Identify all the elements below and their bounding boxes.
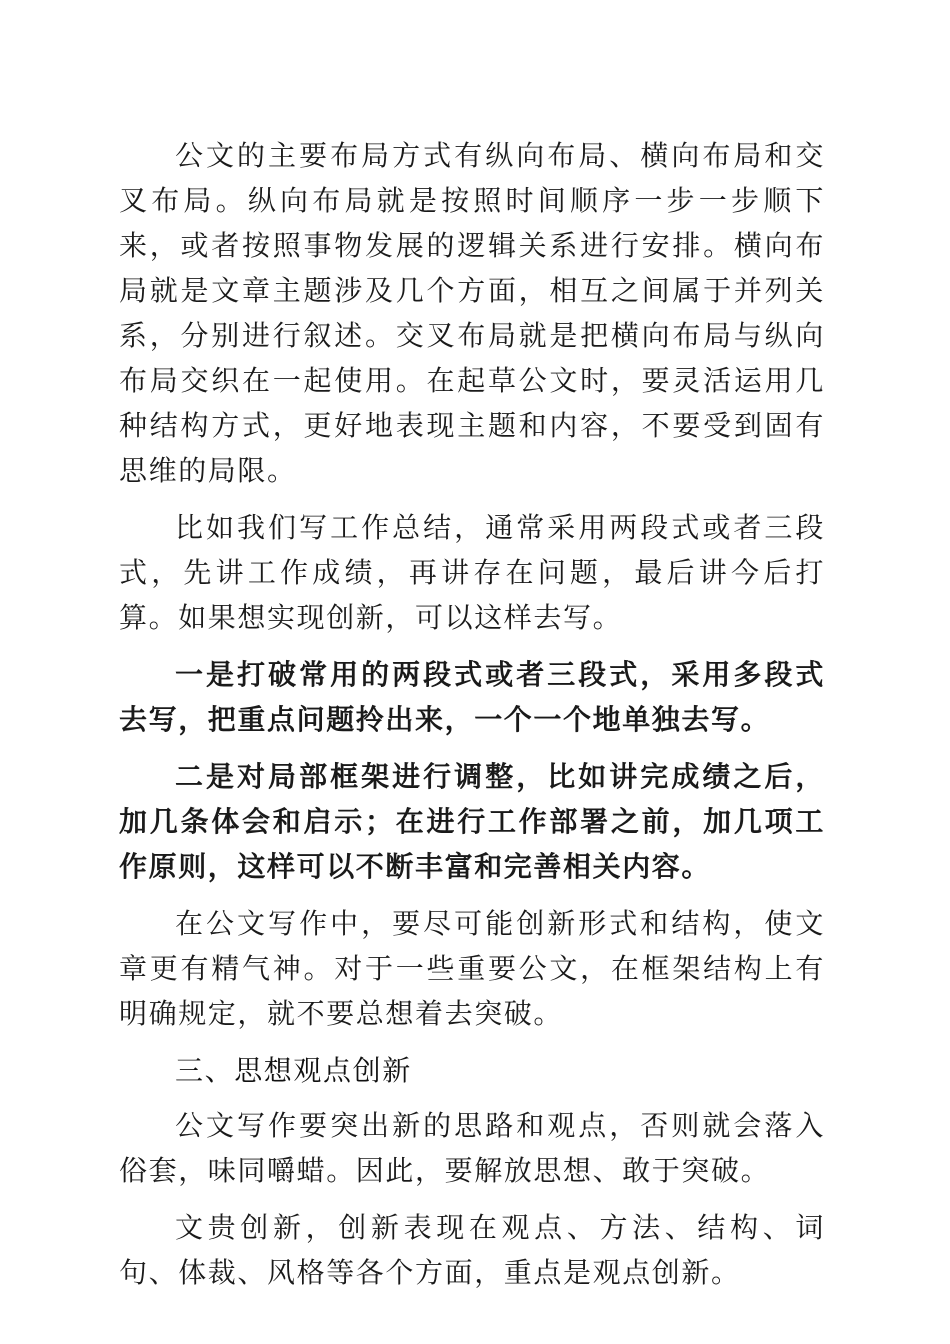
document-body: [119, 133, 825, 1307]
paragraph-point-one: 一是打破常用的两段式或者三段式，采用多段式去写，把重点问题拎出来，一个一个地单独去写。: [119, 658, 825, 736]
paragraph-point-two: 二是对局部框架进行调整，比如讲完成绩之后，加几条体会和启示；在进行工作部署之前，加几项工作原则，这样可以不断丰富和完善相关内容。: [119, 760, 825, 883]
paragraph-new-ideas: 公文写作要突出新的思路和观点，否则就会落入俗套，味同嚼蜡。因此，要解放思想、敢于突破。: [119, 1109, 825, 1187]
paragraph-structure-innovation: 在公文写作中，要尽可能创新形式和结构，使文章更有精气神。对于一些重要公文，在框架结构上有明确规定，就不要总想着去突破。: [119, 907, 825, 1030]
section-heading: 三、思想观点创新: [175, 1054, 412, 1087]
paragraph-work-summary-example: 比如我们写工作总结，通常采用两段式或者三段式，先讲工作成绩，再讲存在问题，最后讲今后打算。如果想实现创新，可以这样去写。: [119, 511, 825, 634]
paragraph-innovation-aspects: 文贵创新，创新表现在观点、方法、结构、词句、体裁、风格等各个方面，重点是观点创新。: [119, 1211, 825, 1289]
paragraph-layout-methods: 公文的主要布局方式有纵向布局、横向布局和交叉布局。纵向布局就是按照时间顺序一步一步顺下来，或者按照事物发展的逻辑关系进行安排。横向布局就是文章主题涉及几个方面，相互之间属于并列关系，分别进行叙述。交叉布局就是把横向布局与纵向布局交织在一起使用。在起草公文时，要灵活运用几种结构方式，更好地表现主题和内容，不要受到固有思维的局限。: [119, 139, 825, 487]
